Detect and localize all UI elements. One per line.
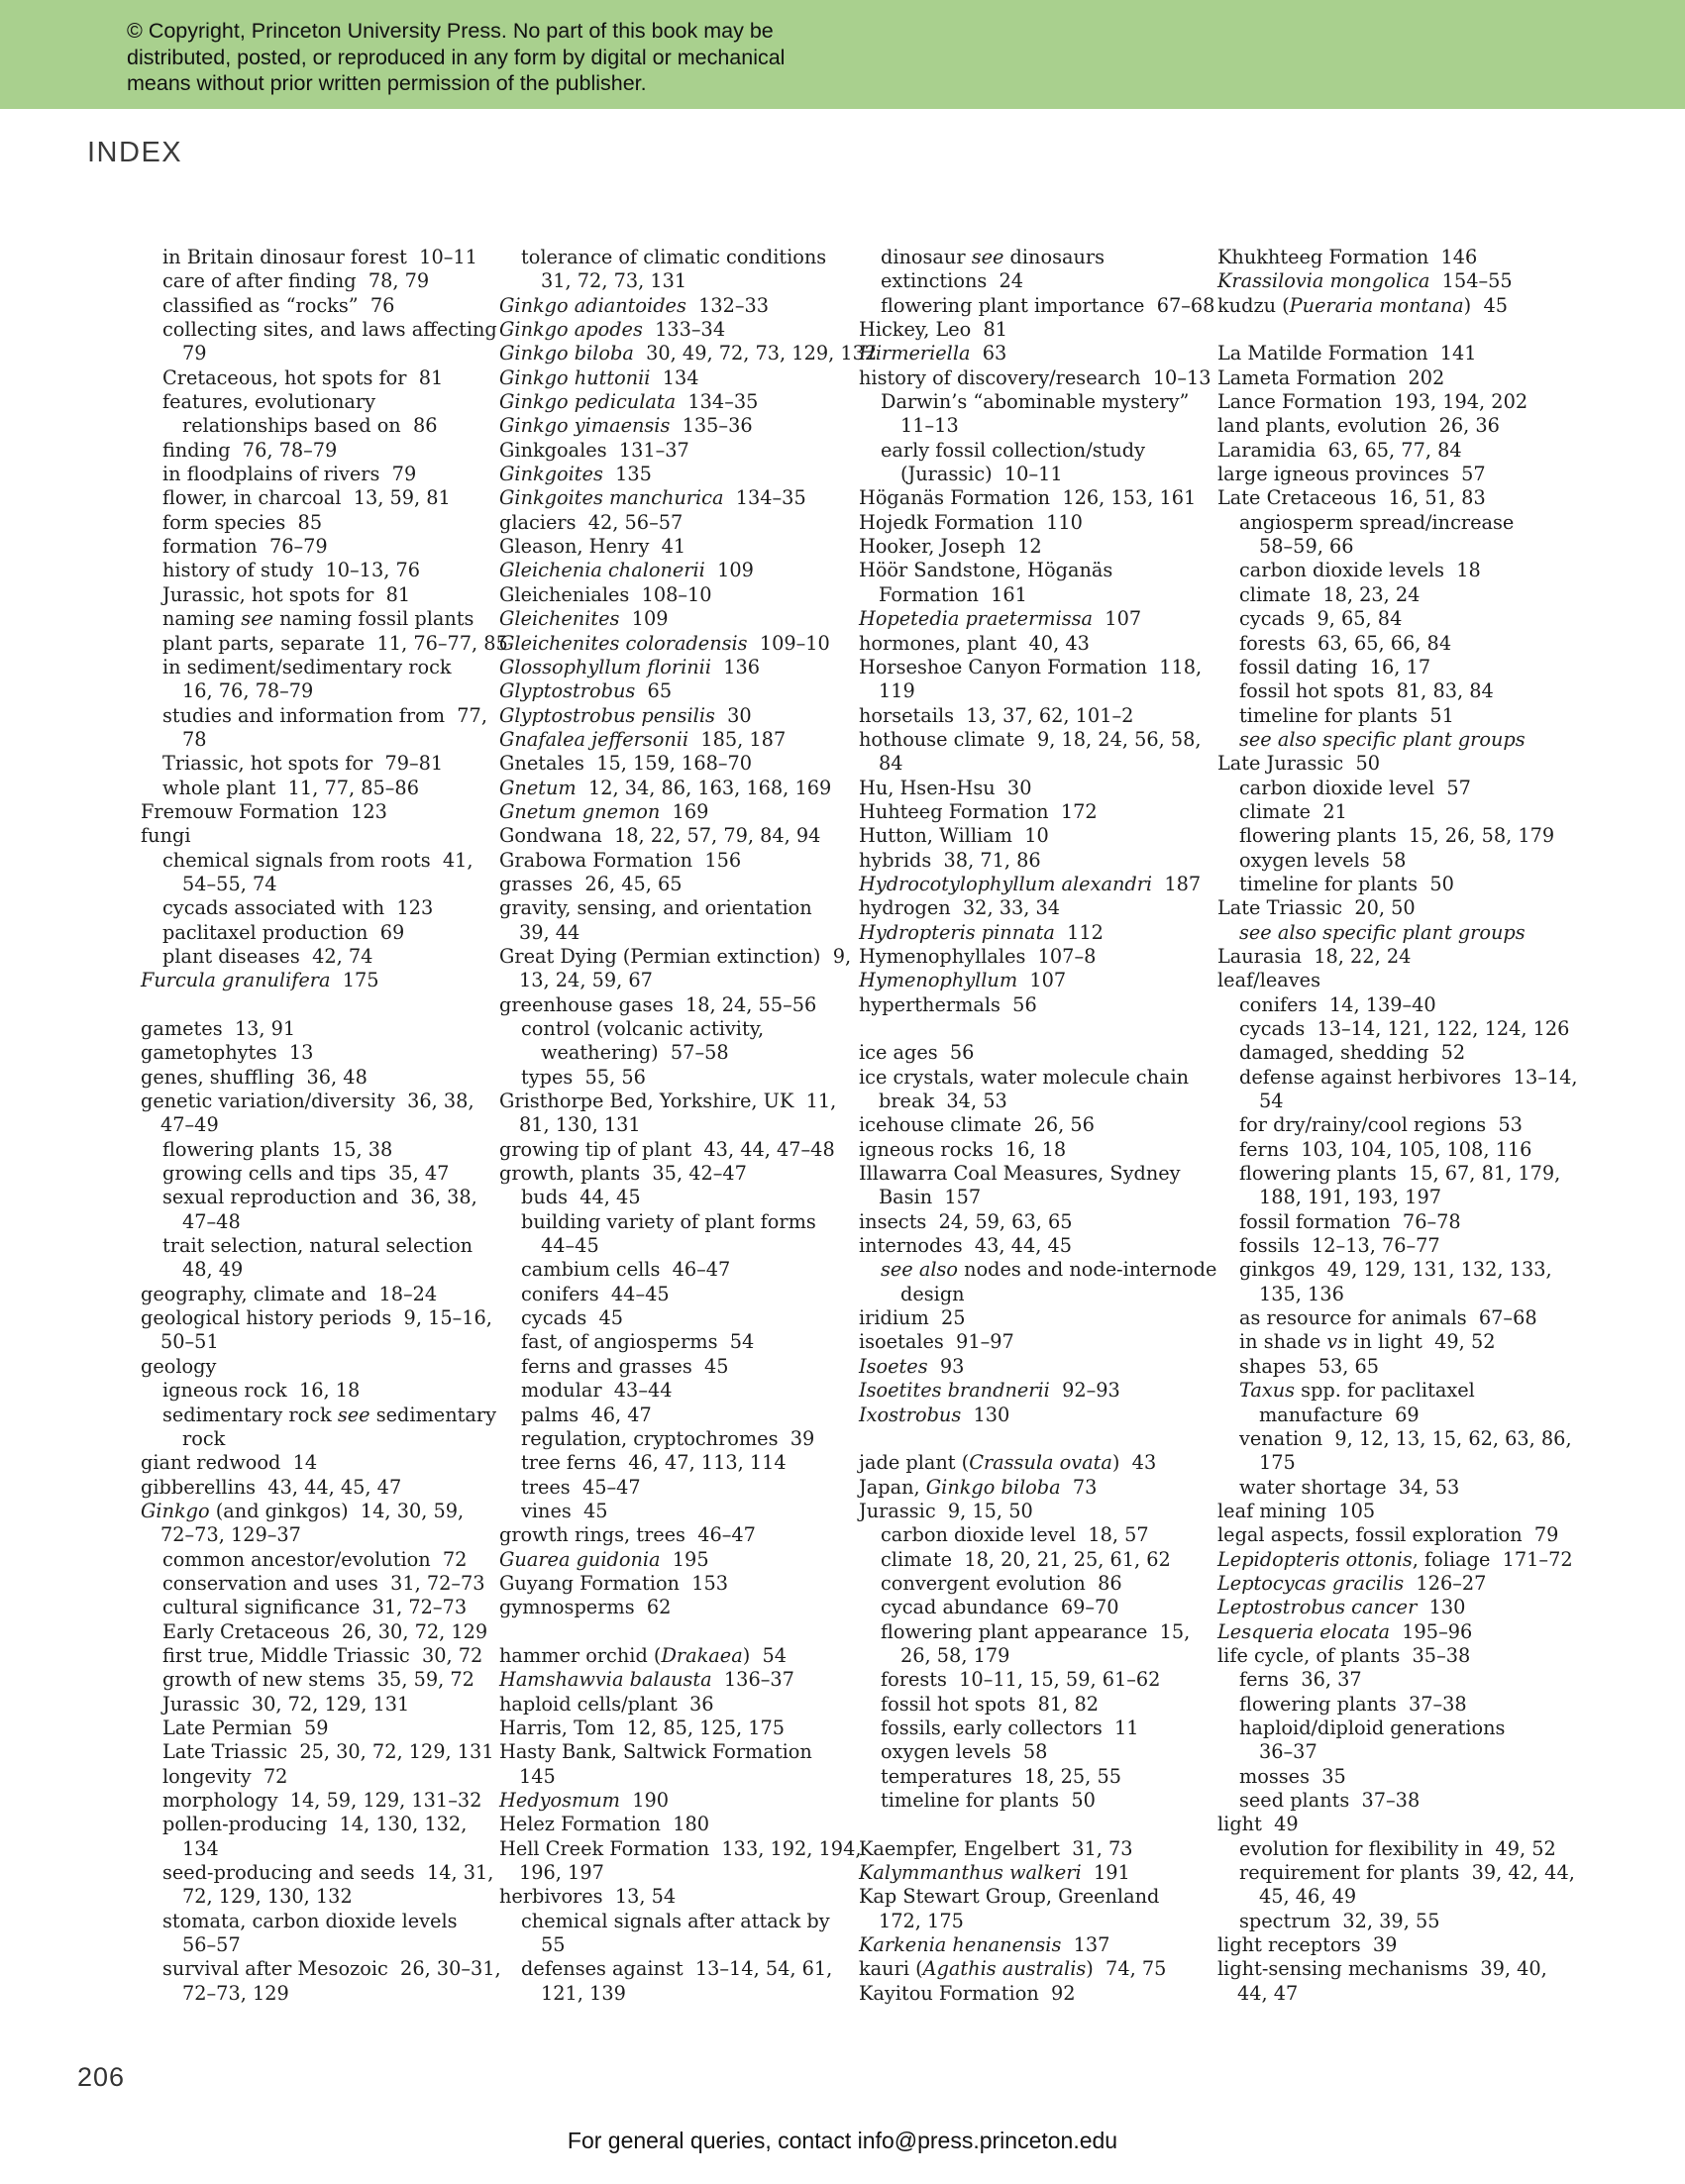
index-subentry: ferns 103, 104, 105, 108, 116: [1239, 1137, 1532, 1161]
index-subentry: longevity 72: [162, 1764, 288, 1788]
index-entry: Laramidia 63, 65, 77, 84: [1217, 438, 1462, 462]
index-entry: Guarea guidonia 195: [499, 1547, 709, 1571]
index-entry: Glyptostrobus pensilis 30: [499, 703, 752, 727]
index-subentry: formation 76–79: [162, 535, 328, 559]
index-entry: Hamshawvia balausta 136–37: [499, 1668, 794, 1692]
index-entry: Gnetum gnemon 169: [499, 799, 709, 823]
index-entry: Krassilovia mongolica 154–55: [1217, 269, 1513, 293]
index-entry: Hooker, Joseph 12: [859, 535, 1042, 559]
index-entry: light receptors 39: [1217, 1933, 1398, 1957]
index-entry: gibberellins 43, 44, 45, 47: [141, 1475, 402, 1499]
index-subentry: cycads 13–14, 121, 122, 124, 126: [1239, 1017, 1570, 1040]
index-subentry: control (volcanic activity, weathering) 57–58: [521, 1017, 765, 1065]
index-entry: Hu, Hsen-Hsu 30: [859, 776, 1032, 799]
index-entry: Laurasia 18, 22, 24: [1217, 944, 1412, 968]
index-entry: hyperthermals 56: [859, 992, 1037, 1016]
index-entry: Hydropteris pinnata 112: [859, 920, 1104, 944]
index-entry: leaf/leaves: [1217, 969, 1320, 992]
index-entry: Great Dying (Permian extinction) 9, 13, 24, 59, 67: [499, 944, 852, 992]
index-entry: Hirmeriella 63: [859, 342, 1007, 365]
index-subentry: care of after finding 78, 79: [162, 269, 430, 293]
index-entry: land plants, evolution 26, 36: [1217, 414, 1500, 438]
copyright-banner: [0, 0, 1685, 109]
index-subentry: defense against herbivores 13–14, 54: [1239, 1065, 1578, 1113]
index-entry: life cycle, of plants 35–38: [1217, 1643, 1471, 1667]
copyright-line: means without prior written permission of the publisher.: [127, 71, 647, 95]
index-entry: Harris, Tom 12, 85, 125, 175: [499, 1716, 786, 1739]
index-subentry: naming see naming fossil plants: [162, 607, 474, 631]
index-entry: Jurassic 9, 15, 50: [859, 1499, 1033, 1522]
index-subentry: fossils, early collectors 11: [881, 1716, 1139, 1739]
index-subentry: sedimentary rock see sedimentary rock: [162, 1403, 496, 1450]
index-subentry: growing cells and tips 35, 47: [162, 1162, 450, 1186]
index-subentry: early fossil collection/study (Jurassic) 10–11: [881, 438, 1145, 486]
index-subentry: sexual reproduction and 36, 38, 47–48: [162, 1186, 477, 1233]
index-subentry: climate 18, 23, 24: [1239, 582, 1421, 606]
index-subentry: in Britain dinosaur forest 10–11: [162, 246, 477, 268]
index-subentry: climate 18, 20, 21, 25, 61, 62: [881, 1547, 1171, 1571]
index-entry: Helez Formation 180: [499, 1813, 710, 1836]
index-subentry: forests 10–11, 15, 59, 61–62: [881, 1668, 1161, 1692]
index-subentry: chemical signals after attack by 55: [521, 1909, 830, 1957]
index-subentry: oxygen levels 58: [1239, 848, 1407, 872]
index-entry: grasses 26, 45, 65: [499, 872, 683, 895]
index-subentry: timeline for plants 51: [1239, 703, 1454, 727]
index-subentry: collecting sites, and laws affecting 79: [162, 318, 497, 365]
index-entry: gymnosperms 62: [499, 1596, 672, 1619]
index-entry: Gondwana 18, 22, 57, 79, 84, 94: [499, 824, 821, 848]
index-entry: Horseshoe Canyon Formation 118, 119: [859, 655, 1203, 703]
index-entry: fungi: [141, 824, 191, 848]
index-subentry: fast, of angiosperms 54: [521, 1330, 755, 1354]
index-entry: hybrids 38, 71, 86: [859, 848, 1041, 872]
index-entry: Hopetedia praetermissa 107: [859, 607, 1142, 631]
index-entry: Hickey, Leo 81: [859, 318, 1008, 342]
index-entry: Hedyosmum 190: [499, 1789, 670, 1812]
index-entry: Höganäs Formation 126, 153, 161: [859, 486, 1197, 510]
index-entry: Hymenophyllales 107–8: [859, 944, 1097, 968]
index-entry: leaf mining 105: [1217, 1499, 1376, 1522]
index-entry: growth rings, trees 46–47: [499, 1523, 756, 1547]
index-entry: Ginkgoites manchurica 134–35: [499, 486, 806, 510]
index-entry: genetic variation/diversity 36, 38, 47–49: [141, 1090, 474, 1137]
index-subentry: history of study 10–13, 76: [162, 559, 421, 582]
index-entry: Glyptostrobus 65: [499, 679, 673, 703]
index-subentry: venation 9, 12, 13, 15, 62, 63, 86, 175: [1239, 1426, 1572, 1475]
index-entry: jade plant (Crassula ovata) 43: [859, 1451, 1157, 1475]
index-entry: geology: [141, 1354, 217, 1378]
index-entry: Gnafalea jeffersonii 185, 187: [499, 727, 787, 751]
index-entry: Ixostrobus 130: [859, 1403, 1010, 1426]
index-subentry: in floodplains of rivers 79: [162, 463, 417, 486]
index-entry: Gleichenites 109: [499, 607, 669, 631]
index-entry: Lepidopteris ottonis, foliage 171–72: [1217, 1547, 1573, 1571]
index-subentry: seed plants 37–38: [1239, 1789, 1421, 1812]
index-subentry: first true, Middle Triassic 30, 72: [162, 1643, 483, 1667]
index-subentry: vines 45: [521, 1499, 608, 1522]
index-subentry: dinosaur see dinosaurs: [881, 246, 1106, 268]
index-subentry: Jurassic, hot spots for 81: [162, 582, 411, 606]
index-subentry: flowering plants 15, 38: [162, 1137, 393, 1161]
letter-gap: [859, 1813, 1215, 1836]
copyright-notice: [127, 18, 1514, 97]
index-subentry: fossil formation 76–78: [1239, 1209, 1461, 1233]
index-subentry: Late Triassic 25, 30, 72, 129, 131: [162, 1740, 494, 1764]
index-entry: Glossophyllum florinii 136: [499, 655, 761, 678]
index-subentry: pollen-producing 14, 130, 132, 134: [162, 1813, 468, 1860]
index-subentry: climate 21: [1239, 799, 1347, 823]
index-entry: geography, climate and 18–24: [141, 1282, 438, 1305]
index-subentry: extinctions 24: [881, 269, 1024, 293]
index-subentry: cycads 9, 65, 84: [1239, 607, 1403, 631]
index-entry: light-sensing mechanisms 39, 40, 44, 47: [1217, 1957, 1547, 2005]
index-subentry: fossil hot spots 81, 83, 84: [1239, 679, 1494, 703]
index-subentry: finding 76, 78–79: [162, 438, 338, 462]
index-subentry: Triassic, hot spots for 79–81: [162, 752, 444, 776]
index-subentry: see also specific plant groups: [1239, 727, 1526, 751]
index-entry: Gleason, Henry 41: [499, 535, 686, 559]
index-entry: Gleichenia chalonerii 109: [499, 559, 754, 582]
index-subentry: requirement for plants 39, 42, 44, 45, 46, 49: [1239, 1861, 1575, 1909]
index-subentry: regulation, cryptochromes 39: [521, 1426, 815, 1450]
index-subentry: form species 85: [162, 510, 323, 534]
index-entry: legal aspects, fossil exploration 79: [1217, 1523, 1559, 1547]
index-entry: kudzu (Pueraria montana) 45: [1217, 293, 1508, 317]
index-entry: Ginkgo adiantoides 132–33: [499, 293, 770, 317]
footer-contact: For general queries, contact info@press.princeton.edu: [567, 2128, 1118, 2153]
index-entry: Ginkgo yimaensis 135–36: [499, 414, 753, 438]
index-subentry: plant diseases 42, 74: [162, 944, 373, 968]
index-subentry: ferns 36, 37: [1239, 1668, 1362, 1692]
index-subentry: palms 46, 47: [521, 1403, 652, 1426]
index-entry: Lesqueria elocata 195–96: [1217, 1619, 1473, 1643]
index-entry: Ginkgo (and ginkgos) 14, 30, 59, 72–73, 129–37: [141, 1499, 465, 1547]
letter-gap: [859, 1427, 1215, 1451]
index-entry: Ginkgo biloba 30, 49, 72, 73, 129, 132: [499, 342, 878, 365]
copyright-line: © Copyright, Princeton University Press. No part of this book may be: [127, 19, 774, 43]
index-subentry: ferns and grasses 45: [521, 1354, 729, 1378]
index-entry: Lameta Formation 202: [1217, 365, 1445, 389]
index-subentry: studies and information from 77, 78: [162, 703, 487, 751]
index-entry: Kaempfer, Engelbert 31, 73: [859, 1836, 1133, 1860]
index-entry: Furcula granulifera 175: [141, 969, 379, 992]
index-entry: Grabowa Formation 156: [499, 848, 742, 872]
index-entry: growing tip of plant 43, 44, 47–48: [499, 1137, 835, 1161]
index-subentry: cycads associated with 123: [162, 896, 434, 920]
index-entry: La Matilde Formation 141: [1217, 342, 1477, 365]
index-subentry: flowering plant importance 67–68: [881, 293, 1215, 317]
running-head: INDEX: [87, 137, 183, 168]
index-subentry: timeline for plants 50: [1239, 872, 1454, 895]
index-subentry: as resource for animals 67–68: [1239, 1306, 1537, 1330]
index-subentry: angiosperm spread/increase 58–59, 66: [1239, 510, 1515, 559]
index-entry: Illawarra Coal Measures, Sydney Basin 157: [859, 1162, 1181, 1209]
index-subentry: evolution for flexibility in 49, 52: [1239, 1836, 1556, 1860]
index-entry: ice ages 56: [859, 1041, 975, 1065]
index-entry: Kayitou Formation 92: [859, 1981, 1076, 2005]
index-entry: Leptostrobus cancer 130: [1217, 1596, 1466, 1619]
index-subentry: cycads 45: [521, 1306, 624, 1330]
index-subentry: fossils 12–13, 76–77: [1239, 1234, 1440, 1258]
index-subentry: paclitaxel production 69: [162, 920, 405, 944]
index-subentry: flowering plants 37–38: [1239, 1692, 1467, 1716]
index-subentry: common ancestor/evolution 72: [162, 1547, 468, 1571]
index-entry: large igneous provinces 57: [1217, 463, 1486, 486]
index-subentry: fossil dating 16, 17: [1239, 655, 1431, 678]
index-entry: Late Jurassic 50: [1217, 752, 1380, 776]
index-subentry: defenses against 13–14, 54, 61, 121, 139: [521, 1957, 833, 2005]
index-entry: growth, plants 35, 42–47: [499, 1162, 747, 1186]
index-subentry: tolerance of climatic conditions 31, 72, 73, 131: [521, 246, 827, 293]
index-entry: gametes 13, 91: [141, 1017, 296, 1040]
index-subentry: morphology 14, 59, 129, 131–32: [162, 1789, 482, 1812]
index-entry: icehouse climate 26, 56: [859, 1113, 1095, 1137]
index-entry: light 49: [1217, 1813, 1299, 1836]
index-subentry: types 55, 56: [521, 1065, 646, 1089]
index-subentry: Taxus spp. for paclitaxel manufacture 69: [1239, 1379, 1475, 1426]
index-subentry: Darwin’s “abominable mystery” 11–13: [881, 390, 1190, 438]
index-entry: Ginkgo apodes 133–34: [499, 318, 726, 342]
index-subentry: temperatures 18, 25, 55: [881, 1764, 1121, 1788]
index-entry: igneous rocks 16, 18: [859, 1137, 1067, 1161]
index-entry: giant redwood 14: [141, 1451, 318, 1475]
index-entry: genes, shuffling 36, 48: [141, 1065, 368, 1089]
index-subentry: stomata, carbon dioxide levels 56–57: [162, 1909, 458, 1957]
index-subentry: timeline for plants 50: [881, 1789, 1096, 1812]
index-entry: Fremouw Formation 123: [141, 799, 387, 823]
page-number: 206: [77, 2062, 126, 2092]
index-entry: Huhteeg Formation 172: [859, 799, 1098, 823]
index-entry: Hell Creek Formation 133, 192, 194, 196, 197: [499, 1836, 862, 1885]
index-entry: Gnetales 15, 159, 168–70: [499, 752, 753, 776]
index-entry: horsetails 13, 37, 62, 101–2: [859, 703, 1134, 727]
index-subentry: conservation and uses 31, 72–73: [162, 1571, 485, 1595]
index-entry: herbivores 13, 54: [499, 1885, 677, 1909]
index-entry: Guyang Formation 153: [499, 1571, 729, 1595]
index-entry: Hydrocotylophyllum alexandri 187: [859, 872, 1202, 895]
index-subentry: ginkgos 49, 129, 131, 132, 133, 135, 136: [1239, 1258, 1552, 1305]
index-subentry: modular 43–44: [521, 1379, 673, 1403]
index-subentry: growth of new stems 35, 59, 72: [162, 1668, 474, 1692]
index-entry: Hasty Bank, Saltwick Formation 145: [499, 1740, 812, 1788]
index-entry: Kalymmanthus walkeri 191: [859, 1861, 1130, 1885]
index-subentry: carbon dioxide levels 18: [1239, 559, 1481, 582]
index-subentry: Jurassic 30, 72, 129, 131: [162, 1692, 410, 1716]
index-entry: Isoetites brandnerii 92–93: [859, 1379, 1120, 1403]
index-entry: Gleicheniales 108–10: [499, 582, 712, 606]
index-entry: geological history periods 9, 15–16, 50–51: [141, 1306, 492, 1354]
index-subentry: cambium cells 46–47: [521, 1258, 731, 1282]
index-subentry: see also nodes and node-internode design: [881, 1258, 1217, 1305]
index-subentry: flowering plants 15, 26, 58, 179: [1239, 824, 1555, 848]
index-entry: Lance Formation 193, 194, 202: [1217, 390, 1528, 414]
index-subentry: carbon dioxide level 18, 57: [881, 1523, 1149, 1547]
copyright-line: distributed, posted, or reproduced in any form by digital or mechanical: [127, 45, 786, 69]
index-entry: Gnetum 12, 34, 86, 163, 168, 169: [499, 776, 832, 799]
index-entry: internodes 43, 44, 45: [859, 1234, 1073, 1258]
index-entry: Ginkgoales 131–37: [499, 438, 689, 462]
index-entry: hammer orchid (Drakaea) 54: [499, 1643, 788, 1667]
index-entry: ice crystals, water molecule chain break 34, 53: [859, 1065, 1190, 1113]
index-entry: Japan, Ginkgo biloba 73: [859, 1475, 1098, 1499]
index-entry: insects 24, 59, 63, 65: [859, 1209, 1073, 1233]
index-column-1: [141, 246, 508, 2006]
index-subentry: building variety of plant forms 44–45: [521, 1209, 816, 1258]
index-subentry: shapes 53, 65: [1239, 1354, 1380, 1378]
index-entry: Ginkgo pediculata 134–35: [499, 390, 759, 414]
index-entry: haploid cells/plant 36: [499, 1692, 714, 1716]
index-column-4: [1217, 246, 1578, 2006]
index-subentry: carbon dioxide level 57: [1239, 776, 1471, 799]
index-subentry: Cretaceous, hot spots for 81: [162, 365, 444, 389]
index-subentry: whole plant 11, 77, 85–86: [162, 776, 419, 799]
index-column-2: [499, 246, 878, 2006]
index-subentry: Late Permian 59: [162, 1716, 329, 1739]
index-entry: hormones, plant 40, 43: [859, 631, 1090, 655]
index-entry: Isoetes 93: [859, 1354, 965, 1378]
index-subentry: for dry/rainy/cool regions 53: [1239, 1113, 1523, 1137]
index-subentry: Early Cretaceous 26, 30, 72, 129: [162, 1619, 488, 1643]
index-subentry: fossil hot spots 81, 82: [881, 1692, 1099, 1716]
index-entry: Late Triassic 20, 50: [1217, 896, 1416, 920]
index-entry: Leptocycas gracilis 126–27: [1217, 1571, 1487, 1595]
index-subentry: conifers 14, 139–40: [1239, 992, 1436, 1016]
index-entry: isoetales 91–97: [859, 1330, 1014, 1354]
index-entry: iridium 25: [859, 1306, 966, 1330]
index-entry: Khukhteeg Formation 146: [1217, 246, 1478, 268]
letter-gap: [859, 1017, 1215, 1041]
index-entry: glaciers 42, 56–57: [499, 510, 684, 534]
index-subentry: spectrum 32, 39, 55: [1239, 1909, 1440, 1932]
index-subentry: forests 63, 65, 66, 84: [1239, 631, 1452, 655]
letter-gap: [141, 993, 497, 1017]
index-entry: kauri (Agathis australis) 74, 75: [859, 1957, 1167, 1981]
index-entry: Ginkgo huttonii 134: [499, 365, 699, 389]
index-entry: Hojedk Formation 110: [859, 510, 1083, 534]
index-entry: hothouse climate 9, 18, 24, 56, 58, 84: [859, 727, 1202, 776]
index-subentry: flowering plants 15, 67, 81, 179, 188, 191, 193, 197: [1239, 1162, 1561, 1209]
index-entry: gametophytes 13: [141, 1041, 314, 1065]
index-subentry: tree ferns 46, 47, 113, 114: [521, 1451, 787, 1475]
index-subentry: survival after Mesozoic 26, 30–31, 72–73, 129: [162, 1957, 501, 2005]
index-entry: Hutton, William 10: [859, 824, 1049, 848]
index-subentry: classified as “rocks” 76: [162, 293, 395, 317]
index-subentry: see also specific plant groups: [1239, 920, 1526, 944]
index-entry: history of discovery/research 10–13: [859, 365, 1211, 389]
index-subentry: trees 45–47: [521, 1475, 641, 1499]
index-entry: Kap Stewart Group, Greenland 172, 175: [859, 1885, 1160, 1932]
index-subentry: plant parts, separate 11, 76–77, 85: [162, 631, 508, 655]
index-subentry: chemical signals from roots 41, 54–55, 74: [162, 848, 474, 895]
index-subentry: oxygen levels 58: [881, 1740, 1048, 1764]
index-entry: hydrogen 32, 33, 34: [859, 896, 1061, 920]
index-entry: greenhouse gases 18, 24, 55–56: [499, 992, 817, 1016]
index-entry: gravity, sensing, and orientation 39, 44: [499, 896, 812, 944]
index-entry: Hymenophyllum 107: [859, 969, 1067, 992]
index-entry: Karkenia henanensis 137: [859, 1933, 1110, 1957]
index-subentry: buds 44, 45: [521, 1186, 641, 1209]
index-entry: Ginkgoites 135: [499, 463, 652, 486]
index-entry: Late Cretaceous 16, 51, 83: [1217, 486, 1486, 510]
index-subentry: haploid/diploid generations 36–37: [1239, 1716, 1506, 1764]
index-column-3: [859, 246, 1215, 2006]
index-subentry: in sediment/sedimentary rock 16, 76, 78–79: [162, 655, 452, 703]
index-subentry: water shortage 34, 53: [1239, 1475, 1460, 1499]
index-subentry: damaged, shedding 52: [1239, 1041, 1466, 1065]
letter-gap: [499, 1620, 856, 1644]
index-subentry: flower, in charcoal 13, 59, 81: [162, 486, 451, 510]
index-entry: Gristhorpe Bed, Yorkshire, UK 11, 81, 130, 131: [499, 1090, 837, 1137]
index-subentry: seed-producing and seeds 14, 31, 72, 129, 130, 132: [162, 1861, 494, 1909]
index-subentry: igneous rock 16, 18: [162, 1379, 361, 1403]
index-subentry: in shade vs in light 49, 52: [1239, 1330, 1496, 1354]
index-subentry: features, evolutionary relationships based on 86: [162, 390, 438, 438]
index-subentry: flowering plant appearance 15, 26, 58, 179: [881, 1619, 1191, 1667]
index-subentry: mosses 35: [1239, 1764, 1346, 1788]
index-subentry: conifers 44–45: [521, 1282, 670, 1305]
index-subentry: trait selection, natural selection 48, 49: [162, 1234, 474, 1282]
letter-gap: [1217, 318, 1574, 342]
index-entry: Höör Sandstone, Höganäs Formation 161: [859, 559, 1113, 606]
index-subentry: cultural significance 31, 72–73: [162, 1596, 468, 1619]
index-subentry: cycad abundance 69–70: [881, 1596, 1119, 1619]
index-subentry: convergent evolution 86: [881, 1571, 1122, 1595]
index-entry: Gleichenites coloradensis 109–10: [499, 631, 830, 655]
